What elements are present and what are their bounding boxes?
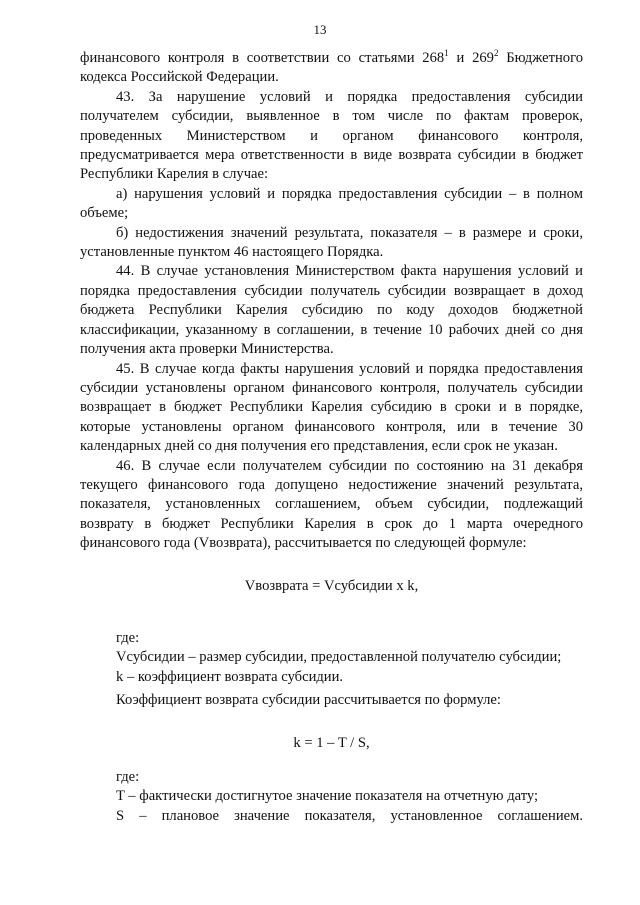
definition-s: S – плановое значение показателя, установленное соглашением. bbox=[116, 807, 583, 824]
paragraph-43: 43. За нарушение условий и порядка предоставления субсидии получателем субсидии, выявленное в том числе по фактам проверок, проведенных Министерством и органом финансового контроля, предусматривается мера ответственности в виде возврата субсидии в бюджет Республики Карелия в случае: bbox=[80, 88, 583, 183]
paragraph-43a: а) нарушения условий и порядка предоставления субсидии – в полном объеме; bbox=[80, 185, 583, 222]
definition-t: T – фактически достигнутое значение показателя на отчетную дату; bbox=[116, 788, 539, 805]
document-body bbox=[80, 49, 583, 826]
definition-v-subsidy: Vсубсидии – размер субсидии, предоставленной получателю субсидии; bbox=[116, 649, 562, 666]
paragraph-44: 44. В случае установления Министерством факта нарушения условий и порядка предоставления субсидии получатель субсидии возвращает в доход бюджета Республики Карелия субсидию по коду доходов бюджетной классификации, указанному в соглашении, в течение 10 рабочих дней со дня получения акта проверки Министерства. bbox=[80, 263, 583, 358]
formula-coefficient: k = 1 – T / S, bbox=[293, 734, 370, 751]
where-label: где: bbox=[116, 769, 140, 785]
paragraph-intro: финансового контроля в соответствии со статьями $268^1$ и $269^2$ Бюджетного кодекса Российской Федерации. bbox=[80, 48, 584, 86]
formula-return-volume: Vвозврата = Vсубсидии x k, bbox=[244, 577, 419, 594]
page-number: 13 bbox=[313, 22, 327, 37]
paragraph-46: 46. В случае если получателем субсидии по состоянию на 31 декабря текущего финансового года допущено недостижение значений результата, показателя, установленных соглашением, объем субсидии, подлежащий возврату в бюджет Республики Карелия в срок до 1 марта очередного финансового года (Vвозврата), рассчитывается по следующей формуле: bbox=[80, 457, 583, 552]
paragraph-45: 45. В случае когда факты нарушения условий и порядка предоставления субсидии установлены органом финансового контроля, получатель субсидии возвращает в бюджет Республики Карелия субсидию в сроки и в порядке, которые установлены органом финансового контроля, или в течение 30 календарных дней со дня получения его представления, если срок не указан. bbox=[80, 360, 583, 455]
definition-k: k – коэффициент возврата субсидии. bbox=[116, 668, 344, 685]
superscript: 1 bbox=[444, 48, 449, 59]
superscript: 2 bbox=[493, 48, 499, 59]
paragraph-43b: б) недостижения значений результата, показателя – в размере и сроки, установленные пунктом 46 настоящего Порядка. bbox=[80, 224, 583, 261]
where-label: где: bbox=[116, 629, 140, 646]
coefficient-text: Коэффициент возврата субсидии рассчитывается по формуле: bbox=[116, 692, 501, 709]
